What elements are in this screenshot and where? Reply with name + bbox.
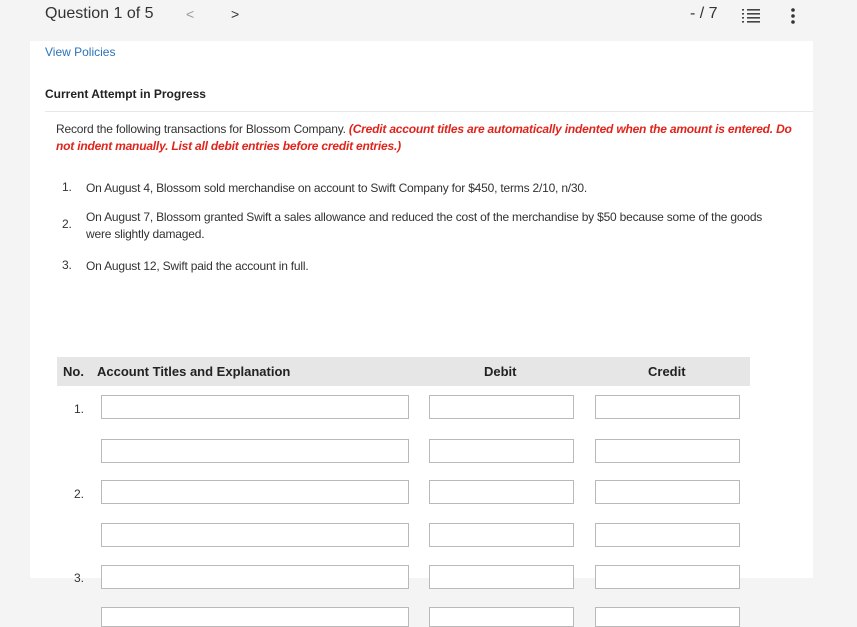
debit-input[interactable] [429,480,574,504]
account-title-input[interactable] [101,523,409,547]
credit-input[interactable] [595,565,740,589]
entry-number: 2. [74,487,85,501]
debit-input[interactable] [429,395,574,419]
credit-input[interactable] [595,480,740,504]
transaction-number: 2. [62,217,72,231]
transaction-number: 3. [62,258,72,272]
question-body [45,112,813,585]
chevron-right-icon: > [231,6,240,22]
entry-number: 1. [74,402,85,416]
account-title-input[interactable] [101,565,409,589]
list-item [62,258,782,275]
credit-input[interactable] [595,607,740,627]
question-header [0,0,857,40]
account-title-input[interactable] [101,439,409,463]
list-item [62,180,782,197]
account-title-input[interactable] [101,607,409,627]
credit-input[interactable] [595,523,740,547]
transaction-text: On August 12, Swift paid the account in full. [86,259,309,273]
column-header-account: Account Titles and Explanation [97,364,291,379]
next-question-button[interactable] [231,6,239,22]
numbered-list-icon[interactable] [740,8,762,24]
instructions-note: (Credit account titles are automatically indented when the amount is entered. Do not indent manually. List all debit entries before credit entries.) [56,122,792,153]
account-title-input[interactable] [101,480,409,504]
entry-number: 3. [74,571,85,585]
more-vertical-icon[interactable] [788,6,798,26]
debit-input[interactable] [429,439,574,463]
debit-input[interactable] [429,523,574,547]
view-policies-link[interactable]: View Policies [45,45,116,59]
score-display: - / 7 [690,5,718,22]
credit-input[interactable] [595,395,740,419]
list-item [62,209,782,243]
transaction-text: On August 4, Blossom sold merchandise on account to Swift Company for $450, terms 2/10, n/30. [86,181,588,195]
account-title-input[interactable] [101,395,409,419]
debit-input[interactable] [429,565,574,589]
debit-input[interactable] [429,607,574,627]
chevron-left-icon: < [186,6,195,22]
instructions-main: Record the following transactions for Blossom Company. [56,122,346,136]
question-panel [30,41,813,585]
transaction-number: 1. [62,180,72,194]
attempt-status: Current Attempt in Progress [45,87,206,101]
column-header-credit: Credit [648,364,686,379]
transaction-text: On August 7, Blossom granted Swift a sales allowance and reduced the cost of the merchandise by $50 because some of the goods were slightly damaged. [86,210,763,241]
credit-input[interactable] [595,439,740,463]
column-header-debit: Debit [484,364,517,379]
journal-table-header [57,357,750,386]
previous-question-button[interactable] [186,6,194,22]
question-counter: Question 1 of 5 [45,5,154,22]
column-header-no: No. [63,364,84,379]
instructions [56,121,796,155]
